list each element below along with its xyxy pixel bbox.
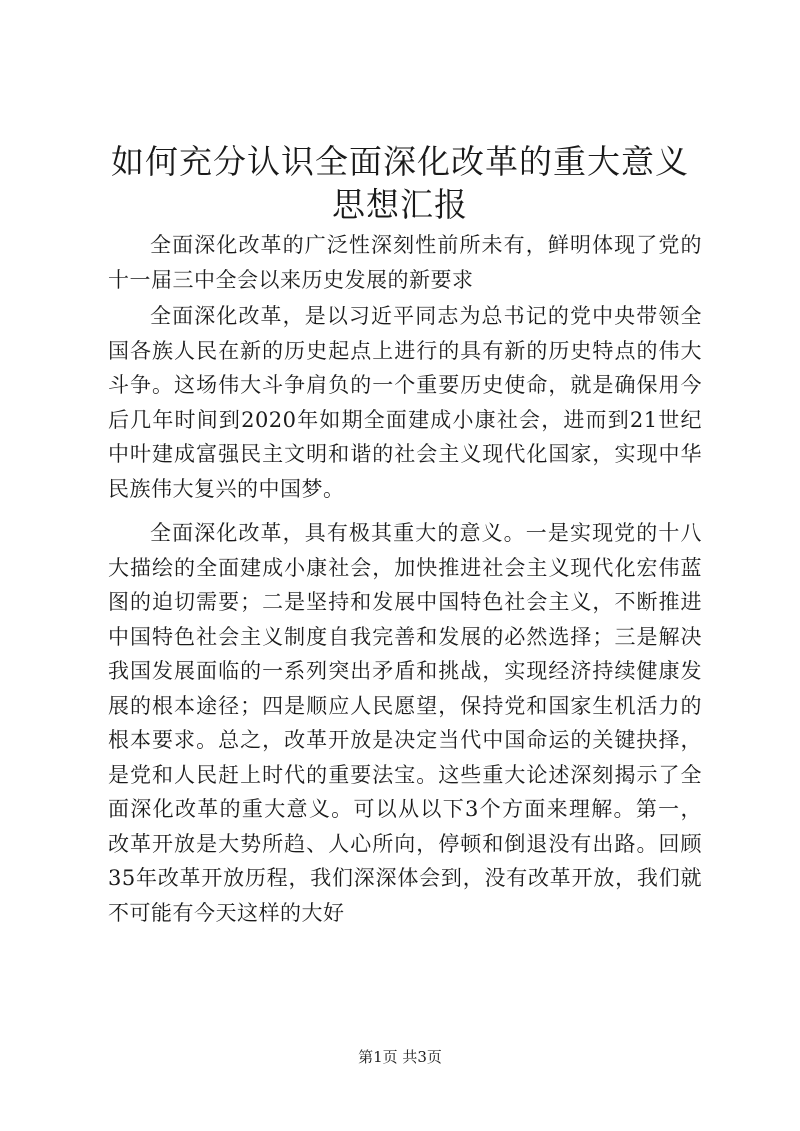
paragraph-2: 全面深化改革，是以习近平同志为总书记的党中央带领全国各族人民在新的历史起点上进行的具有新的历史特点的伟大斗争。这场伟大斗争肩负的一个重要历史使命，就是确保用今后几年时间到2020年如期全面建成小康社会，进而到21世纪中叶建成富强民主文明和谐的社会主义现代化国家，实现中华民族伟大复兴的中国梦。 [108,304,702,501]
paragraph-3: 全面深化改革，具有极其重大的意义。一是实现党的十八大描绘的全面建成小康社会，加快推进社会主义现代化宏伟蓝图的迫切需要；二是坚持和发展中国特色社会主义，不断推进中国特色社会主义制度自我完善和发展的必然选择；三是解决我国发展面临的一系列突出矛盾和挑战，实现经济持续健康发展的根本途径；四是顺应人民愿望，保持党和国家生机活力的根本要求。总之，改革开放是决定当代中国命运的关键抉择，是党和人民赶上时代的重要法宝。这些重大论述深刻揭示了全面深化改革的重大意义。可以从以下3个方面来理解。第一，改革开放是大势所趋、人心所向，停顿和倒退没有出路。回顾35年改革开放历程，我们深深体会到，没有改革开放，我们就不可能有今天这样的大好 [108,521,702,925]
document-title: 如何充分认识全面深化改革的重大意义思想汇报 [111,142,689,224]
page-footer: 第1页 共3页 [358,1048,442,1066]
document-body [108,228,702,930]
paragraph-1: 全面深化改革的广泛性深刻性前所未有，鲜明体现了党的十一届三中全会以来历史发展的新要求 [108,233,702,292]
